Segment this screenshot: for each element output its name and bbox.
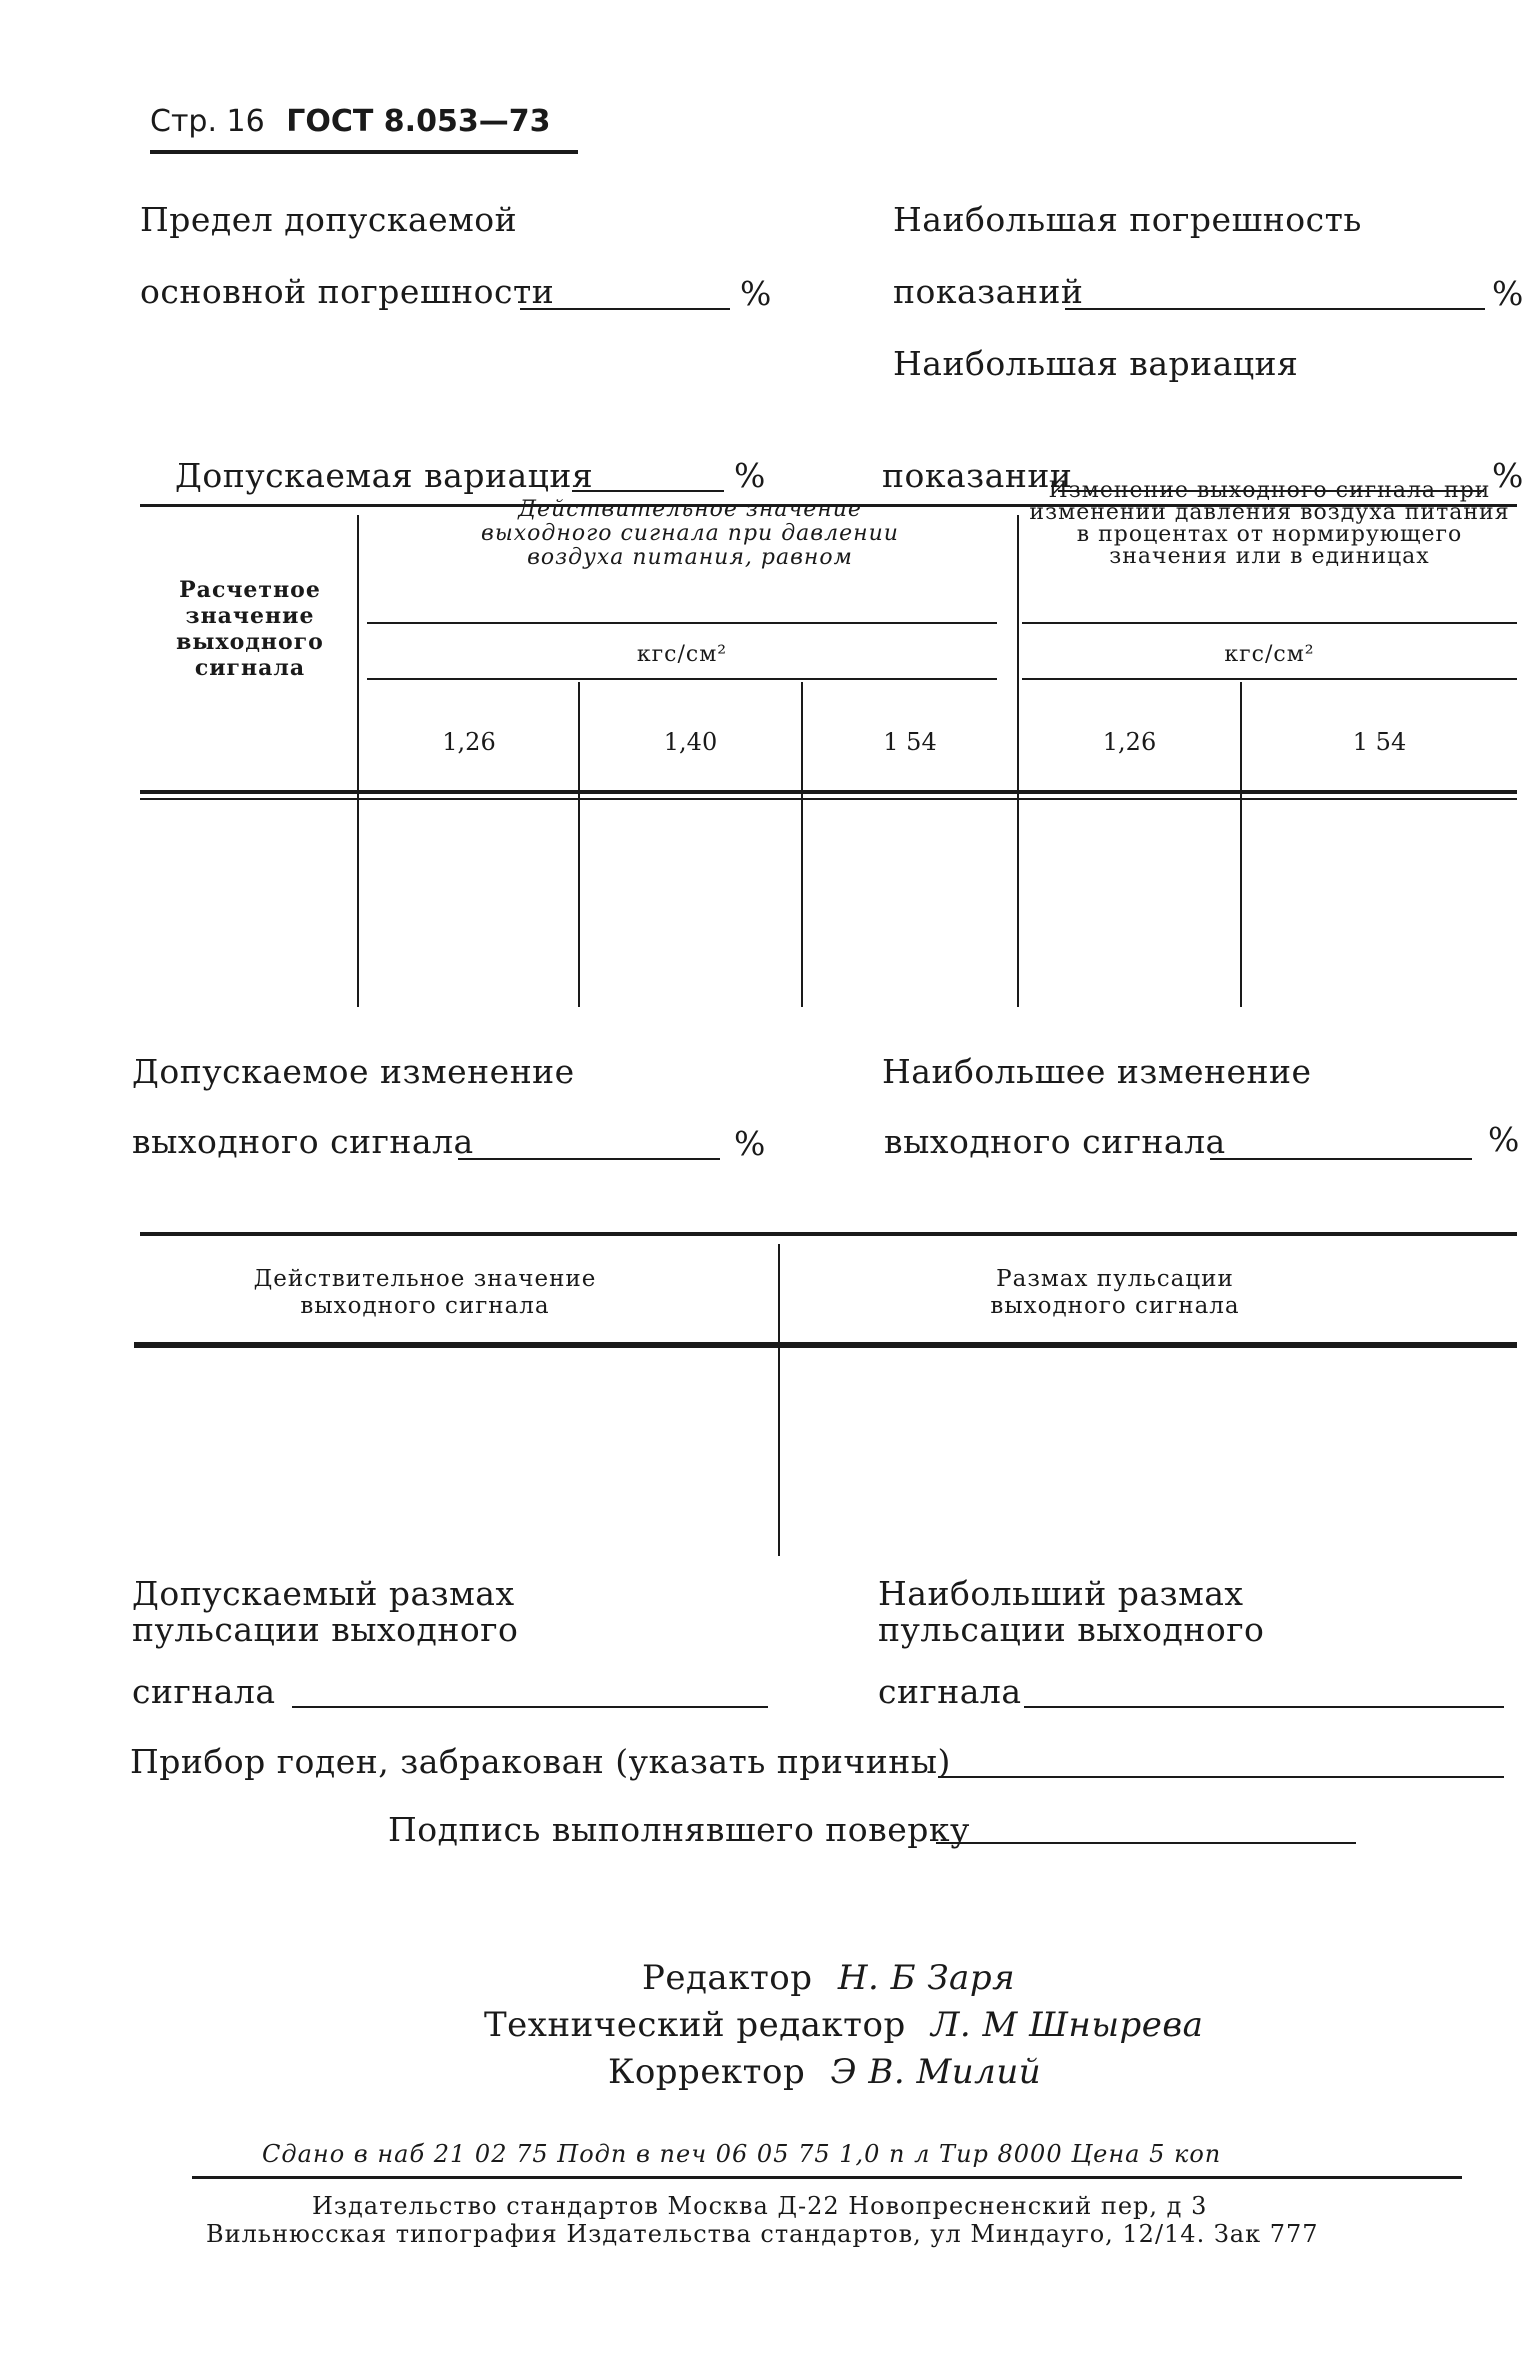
allowed-variation-label: Допускаемая вариация xyxy=(175,456,594,495)
table1-sub-rule xyxy=(367,622,997,624)
imprint-line-1: Сдано в наб 21 02 75 Подп в печ 06 05 75 1,0 п л Тир 8000 Цена 5 коп xyxy=(262,2140,1222,2168)
table1-unit-actual: кгс/см² xyxy=(636,642,728,667)
pressure-cell: 1 54 xyxy=(883,728,937,756)
max-error-label-2: показаний xyxy=(893,272,1084,311)
table1-header-change: Изменение выходного сигнала при изменении давления воздуха питания в процентах от нормирующего значения или в единицах xyxy=(1029,478,1510,569)
percent-sign: % xyxy=(1492,456,1524,495)
table1-header-actual: Действительное значение выходного сигнала при давлении воздуха питания, равном xyxy=(481,497,899,570)
imprint-line-2: Издательство стандартов Москва Д-22 Новопресненский пер, д 3 xyxy=(312,2192,1208,2220)
allowed-ripple-field[interactable] xyxy=(292,1706,768,1708)
table1-divider xyxy=(357,515,359,1007)
percent-sign: % xyxy=(734,456,766,495)
allowed-ripple-label-2: пульсации выходного xyxy=(132,1610,519,1649)
percent-sign: % xyxy=(1488,1120,1520,1159)
table1-sub-rule xyxy=(367,678,997,680)
max-change-field[interactable] xyxy=(1210,1158,1472,1160)
percent-sign: % xyxy=(1492,274,1524,313)
pressure-cell: 1,26 xyxy=(442,728,496,756)
max-variation-label-1: Наибольшая вариация xyxy=(893,344,1299,383)
pressure-cell: 1,26 xyxy=(1102,728,1157,756)
max-variation-label-2: показании xyxy=(882,456,1073,495)
page-number: Стр. 16 xyxy=(150,104,265,139)
max-change-label-2: выходного сигнала xyxy=(884,1122,1226,1161)
max-ripple-label-3: сигнала xyxy=(878,1672,1022,1711)
allowed-error-field[interactable] xyxy=(520,308,730,310)
editor-label: Редактор xyxy=(642,1958,813,1998)
table1-divider xyxy=(1017,515,1019,1007)
table2-header-bottom-rule xyxy=(134,1342,1517,1348)
table1-header-bottom-rule xyxy=(140,798,1517,800)
allowed-ripple-label-3: сигнала xyxy=(132,1672,276,1711)
allowed-error-label-2: основной погрешности xyxy=(140,272,555,311)
max-ripple-field[interactable] xyxy=(1024,1706,1504,1708)
allowed-ripple-label-1: Допускаемый размах xyxy=(132,1574,515,1613)
table2-header-ripple: Размах пульсации выходного сигнала xyxy=(990,1266,1240,1319)
allowed-error-label-1: Предел допускаемой xyxy=(140,200,518,239)
corrector-line xyxy=(608,2052,1041,2092)
table1-header-bottom-rule xyxy=(140,790,1517,794)
allowed-variation-field[interactable] xyxy=(572,490,724,492)
verdict-field[interactable] xyxy=(938,1776,1504,1778)
table1-header-calc: Расчетное значение выходного сигнала xyxy=(176,577,324,681)
corrector-name: Э В. Милий xyxy=(830,2052,1042,2092)
tech-editor-name: Л. М Шнырева xyxy=(931,2005,1204,2045)
allowed-change-label-2: выходного сигнала xyxy=(132,1122,474,1161)
allowed-change-label-1: Допускаемое изменение xyxy=(132,1052,575,1091)
signature-field[interactable] xyxy=(936,1842,1356,1844)
table2-top-rule xyxy=(140,1232,1517,1236)
table1-unit-change: кгс/см² xyxy=(1224,642,1315,667)
pressure-cell: 1 54 xyxy=(1352,728,1407,756)
table2-header-actual: Действительное значение выходного сигнала xyxy=(253,1266,597,1319)
max-ripple-label-1: Наибольший размах xyxy=(878,1574,1244,1613)
imprint-line-3: Вильнюсская типография Издательства стандартов, ул Миндауго, 12/14. Зак 777 xyxy=(206,2220,1319,2248)
signature-label: Подпись выполнявшего поверку xyxy=(388,1810,970,1849)
header-rule xyxy=(150,150,578,154)
editor-line xyxy=(642,1958,1015,1998)
standard-number: ГОСТ 8.053—73 xyxy=(286,104,551,139)
table1-sub-rule xyxy=(1022,622,1517,624)
max-change-label-1: Наибольшее изменение xyxy=(882,1052,1312,1091)
max-error-field[interactable] xyxy=(1065,308,1485,310)
percent-sign: % xyxy=(740,274,772,313)
table2-divider xyxy=(778,1244,780,1556)
max-error-label-1: Наибольшая погрешность xyxy=(893,200,1362,239)
editor-name: Н. Б Заря xyxy=(837,1958,1016,1998)
max-ripple-label-2: пульсации выходного xyxy=(878,1610,1265,1649)
allowed-change-field[interactable] xyxy=(458,1158,720,1160)
corrector-label: Корректор xyxy=(608,2052,806,2092)
pressure-cell: 1,40 xyxy=(663,728,718,756)
tech-editor-label: Технический редактор xyxy=(484,2005,906,2045)
percent-sign: % xyxy=(734,1124,766,1163)
imprint-rule xyxy=(192,2176,1462,2179)
table1-sub-rule xyxy=(1022,678,1517,680)
verdict-label: Прибор годен, забракован (указать причины) xyxy=(130,1742,951,1781)
page-header xyxy=(150,104,550,139)
tech-editor-line xyxy=(484,2005,1203,2045)
